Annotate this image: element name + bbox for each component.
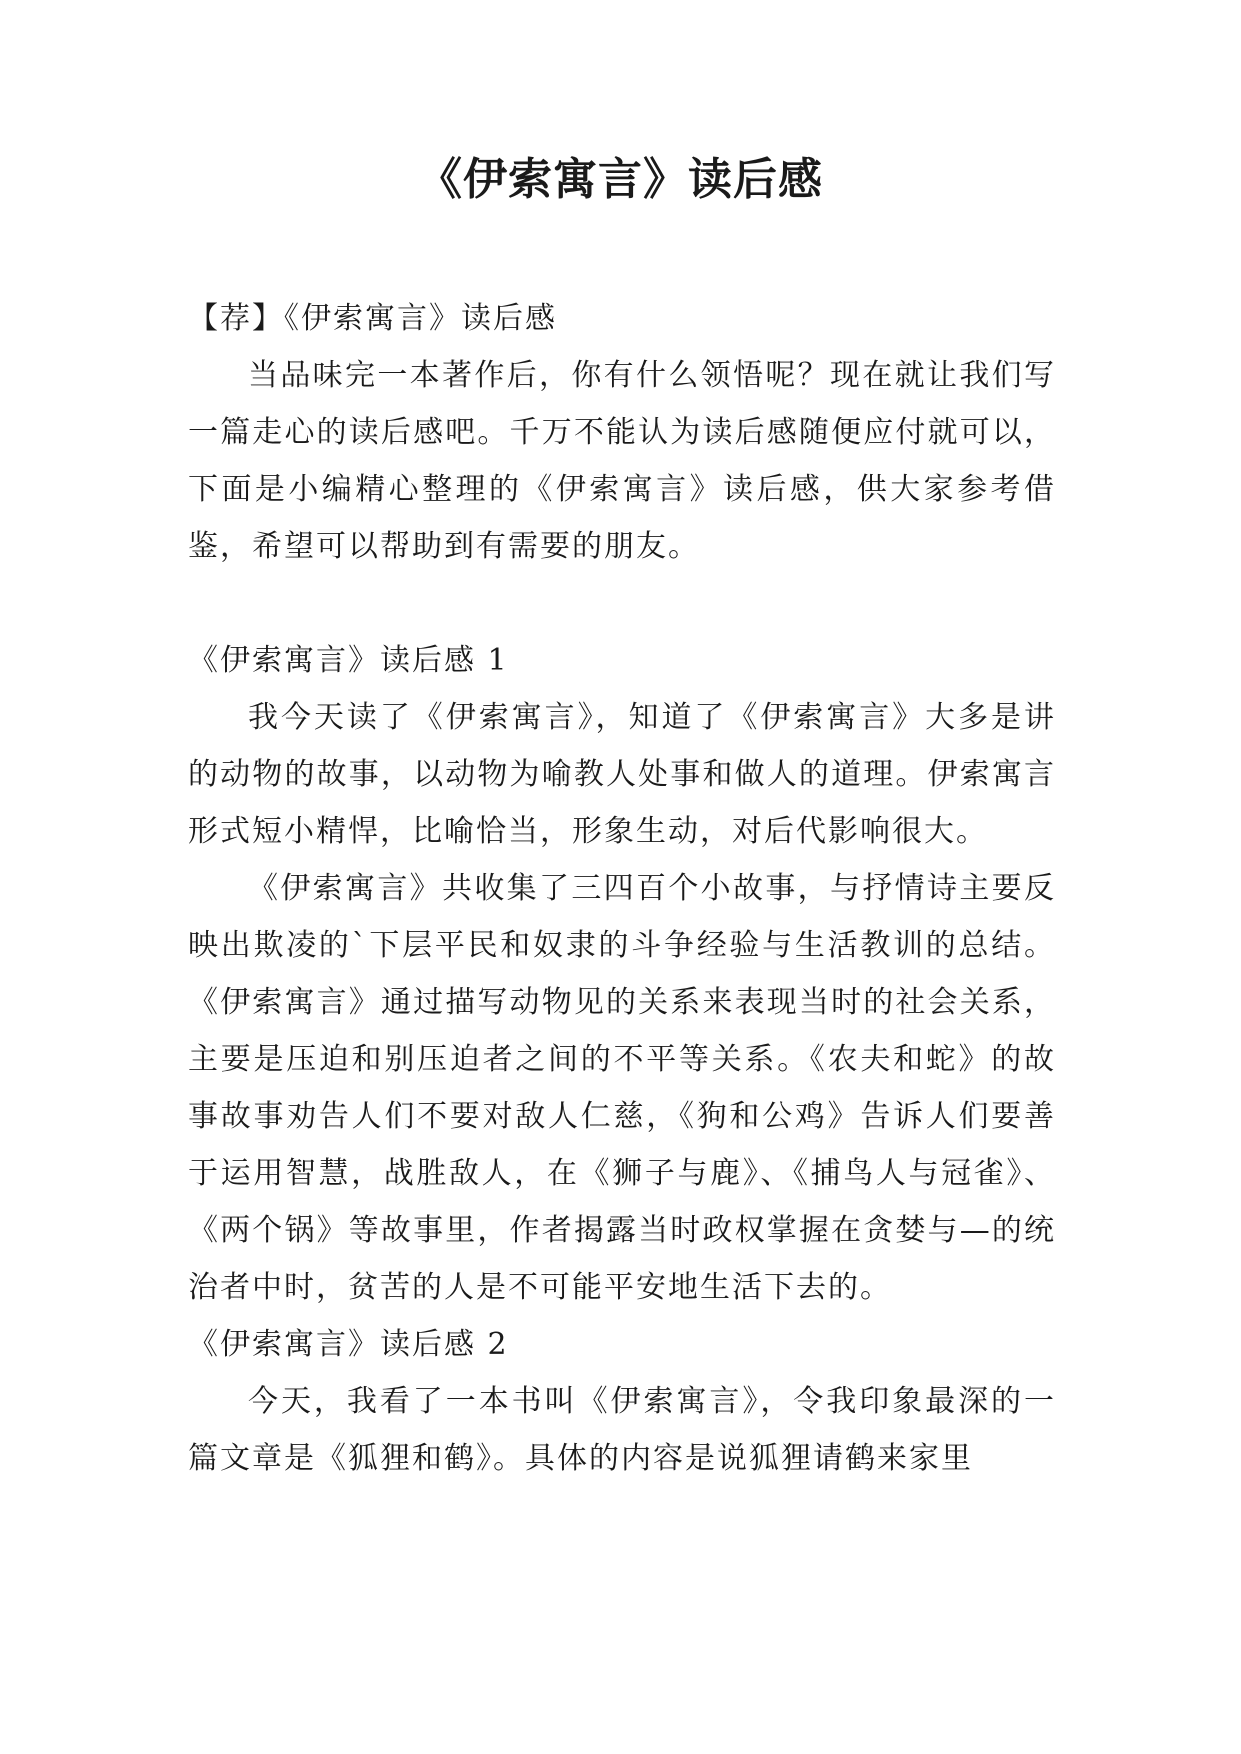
section-1-paragraph-1: 我今天读了《伊索寓言》，知道了《伊索寓言》大多是讲的动物的故事，以动物为喻教人处事和做人的道理。伊索寓言形式短小精悍，比喻恰当，形象生动，对后代影响很大。	[188, 700, 1056, 849]
intro-paragraph: 当品味完一本著作后，你有什么领悟呢？现在就让我们写一篇走心的读后感吧。千万不能认为读后感随便应付就可以，下面是小编精心整理的《伊索寓言》读后感，供大家参考借鉴，希望可以帮助到有需要的朋友。	[188, 358, 1056, 564]
document-body	[188, 290, 1056, 1487]
section-gap	[188, 575, 1056, 632]
section-1-paragraph-2: 《伊索寓言》共收集了三四百个小故事，与抒情诗主要反映出欺凌的`下层平民和奴隶的斗争经验与生活教训的总结。《伊索寓言》通过描写动物见的关系来表现当时的社会关系，主要是压迫和别压迫者之间的不平等关系。《农夫和蛇》的故事故事劝告人们不要对敌人仁慈，《狗和公鸡》告诉人们要善于运用智慧，战胜敌人，在《狮子与鹿》、《捕鸟人与冠雀》、《两个锅》等故事里，作者揭露当时政权掌握在贪婪与—的统治者中时，贫苦的人是不可能平安地生活下去的。	[188, 871, 1056, 1305]
section-2-paragraph-1: 今天，我看了一本书叫《伊索寓言》，令我印象最深的一篇文章是《狐狸和鹤》。具体的内容是说狐狸请鹤来家里	[188, 1384, 1056, 1476]
section-heading-2: 《伊索寓言》读后感 2	[188, 1327, 509, 1362]
recommend-line: 【荐】《伊索寓言》读后感	[188, 301, 557, 336]
document-title: 《伊索寓言》读后感	[418, 154, 823, 205]
section-heading-1: 《伊索寓言》读后感 1	[188, 643, 509, 678]
